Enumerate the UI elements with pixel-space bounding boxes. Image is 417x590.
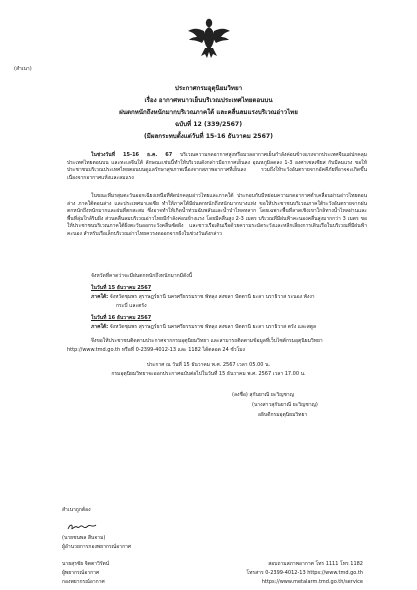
contact-phone: สอบถามสภาพอากาศ โทร 1111 โทร 1182 — [268, 561, 363, 567]
heavy-rain-intro: จังหวัดที่คาดว่าจะมีฝนตกหนักถึงหนักมากมีดังนี้ — [91, 273, 193, 279]
next-issue-notice: กรมอุตุนิยมวิทยาจะออกประกาศฉบับต่อไปในวันที่ 15 ธันวาคม พ.ศ. 2567 เวลา 17.00 น. — [111, 371, 306, 377]
paragraph-cold-air — [67, 152, 367, 182]
issue-number: ฉบับที่ 12 (339/2567) — [174, 121, 243, 128]
forecaster-name: นายสุรชัย จิตตาวิรัตน์ — [62, 561, 110, 567]
day1-date: ในวันที่ 15 ธันวาคม 2567 — [91, 285, 152, 291]
forecaster-role: ผู้พยากรณ์อากาศ — [62, 570, 100, 576]
paragraph-monsoon: ในขณะที่มรสุมตะวันออกเฉียงเหนือที่พัดปกคลุมอ่าวไทยและภาคใต้ ประกอบกับมีหย่อมความกดอากาศต่ำเคลื่อนผ่านอ่าวไทยตอนล่าง ภาคใต้ตอนล่าง และประเทศมาเลเซีย ทำให้ภาคใต้มีฝนตกหนักถึงหนักมากบางแห่ง ขอให้ประชาชนบริเวณภาคใต้ระวังอันตรายจากฝนตกหนักถึงหนักมากและฝนที่ตกสะสม ซึ่งอาจทำให้เกิดน้ำท่วมฉับพลันและน้ำป่าไหลหลาก โดยเฉพาะพื้นที่ลาดเชิงเขาใกล้ทางน้ำไหลผ่านและพื้นที่ลุ่มใกล้ริมฝั่ง ส่วนคลื่นลมบริเวณอ่าวไทยมีกำลังค่อนข้างแรง โดยมีคลื่นสูง 2-3 เมตร บริเวณที่มีฝนฟ้าคะนองคลื่นสูงมากกว่า 3 เมตร ขอให้ประชาชนบริเวณภาคใต้ฝั่งตะวันออกระวังคลื่นซัดฝั่ง และชาวเรือเดินเรือด้วยความระมัดระวังและหลีกเลี่ยงการเดินเรือในบริเวณที่มีฝนฟ้าคะนอง สำหรับเรือเล็กบริเวณอ่าวไทยควรงดออกจากฝั่งในช่วงวันดังกล่าว — [67, 193, 367, 237]
subject-line-1: เรื่อง อากาศหนาวเย็นบริเวณประเทศไทยตอนบน — [144, 97, 273, 104]
day1-provinces-cont: กระบี่ และตรัง — [116, 303, 147, 309]
certifier-name: (นายชนพล สีนจาม) — [62, 535, 106, 541]
day2-provinces-line — [91, 324, 316, 332]
paragraph-lead: ในช่วงวันที่ 15-16 ธ.ค. 67 — [91, 152, 173, 158]
issued-time: ประกาศ ณ วันที่ 15 ธันวาคม พ.ศ. 2567 เวลา 05.00 น. — [146, 362, 271, 368]
day1-region: ภาคใต้: — [91, 294, 109, 300]
paragraph-cold-air-text: บริเวณความกดอากาศสูงหรือมวลอากาศเย็นกำลังค่อนข้างแรงจากประเทศจีนแผ่ปกคลุมประเทศไทยตอนบน และทะเลจีนใต้ ลักษณะเช่นนี้ทำให้บริเวณดังกล่าวมีอากาศเย็นลง อุณหภูมิลดลง 1-3 องศาเซลเซียส กับมีลมแรง ขอให้ประชาชนบริเวณประเทศไทยตอนบนดูแลรักษาสุขภาพเนื่องจากสภาพอากาศที่เย็นลง รวมถึงให้ระวังอันตรายจากอัคคีภัยที่อาจจะเกิดขึ้นเนื่องจากอากาศแห้งและลมแรง — [67, 152, 368, 181]
signatory-name: (นางสาวสุกันยาณี ยะวิญชาญ) — [252, 402, 318, 408]
garuda-emblem-icon — [186, 14, 232, 60]
contact-service-url[interactable]: https://www.metalarm.tmd.go.th/service — [261, 579, 363, 585]
day2-provinces: จังหวัดชุมพร สุราษฎร์ธานี นครศรีธรรมราช พัทลุง สงขลา ปัตตานี ยะลา นราธิวาส ตรัง และสตูล — [108, 324, 317, 330]
copy-label: (สำเนา) — [14, 66, 32, 72]
day2-date: ในวันที่ 16 ธันวาคม 2567 — [91, 315, 152, 321]
announcement-title: ประกาศกรมอุตุนิยมวิทยา — [174, 85, 243, 92]
day2-region: ภาคใต้: — [91, 324, 109, 330]
signatory-position: อธิบดีกรมอุตุนิยมวิทยา — [258, 412, 308, 418]
contact-fax-website[interactable]: โทรสาร 0-2399-4012-13 https://www.tmd.go.th — [246, 570, 363, 576]
certifier-position: ผู้อำนวยการกองพยากรณ์อากาศ — [62, 544, 132, 550]
forecaster-division: กองพยากรณ์อากาศ — [62, 579, 105, 585]
followup-line-2: http://www.tmd.go.th หรือที่ 0-2399-4012-13 และ 1182 ได้ตลอด 24 ชั่วโมง — [67, 347, 245, 353]
certified-copy-label: สำเนาถูกต้อง — [62, 507, 91, 513]
day1-provinces-line — [91, 294, 315, 302]
subject-line-2: ฝนตกหนักถึงหนักมากบริเวณภาคใต้ และคลื่นลมแรงบริเวณอ่าวไทย — [119, 109, 298, 116]
followup-line-1: จึงขอให้ประชาชนติดตามประกาศจากกรมอุตุนิยมวิทยา และสามารถติดตามข้อมูลที่เว็บไซต์กรมอุตุนิยมวิทยา — [91, 338, 323, 344]
validity-period: (มีผลกระทบตั้งแต่วันที่ 15-16 ธันวาคม 2567) — [143, 133, 274, 140]
handwritten-signature-icon — [66, 522, 98, 532]
signature-line: (ลงชื่อ) สุกันยาณี ยะวิญชาญ — [232, 392, 294, 398]
day1-provinces: จังหวัดชุมพร สุราษฎร์ธานี นครศรีธรรมราช พัทลุง สงขลา ปัตตานี ยะลา นราธิวาส ระนอง พังงา — [108, 294, 315, 300]
